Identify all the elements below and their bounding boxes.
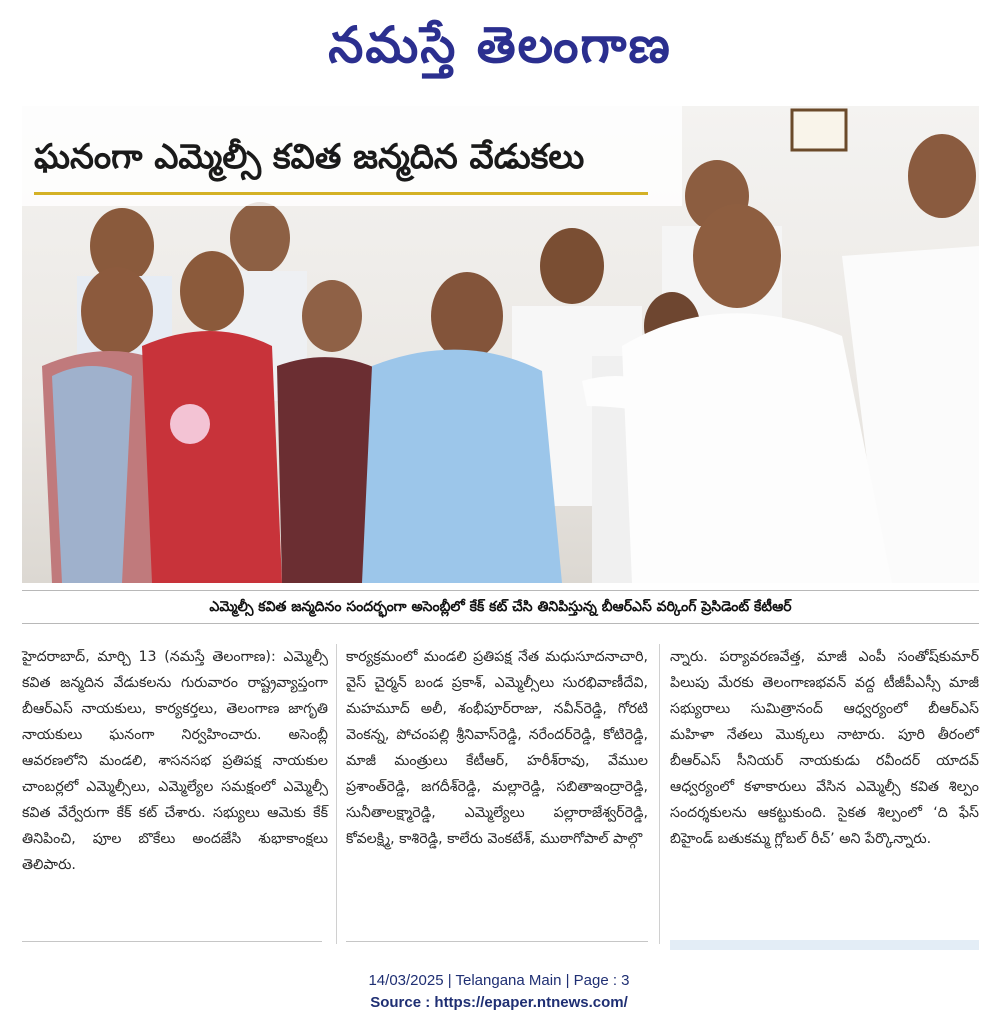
bottom-rule [346,941,648,942]
footer-source: Source : https://epaper.ntnews.com/ [370,994,628,1011]
photo-caption: ఎమ్మెల్సీ కవిత జన్మదినం సందర్భంగా అసెంబ్లీలో కేక్ కట్ చేసి తినిపిస్తున్న బీఆర్ఎస్ వర్కింగ్ ప్రెసిడెంట్ కేటీఆర్ [22,590,979,624]
column-text: కార్యక్రమంలో మండలి ప్రతిపక్ష నేత మధుసూదనాచారి, వైస్ చైర్మన్ బండ ప్రకాశ్, ఎమ్మెల్సీలు సురభివాణీదేవి, మహమూద్ అలీ, శంభీపూర్‌రాజు, నవీన్‌రెడ్డి, గోరటి వెంకన్న, పోచంపల్లి శ్రీనివాస్‌రెడ్డి, నరేందర్‌రెడ్డి, కోటిరెడ్డి, మాజీ మంత్రులు కేటీఆర్, హరీశ్‌రావు, వేముల ప్రశాంత్‌రెడ్డి, జగదీశ్‌రెడ్డి, మల్లారెడ్డి, సబితాఇంద్రారెడ్డి, సునీతాలక్ష్మారెడ్డి, ఎమ్మెల్యేలు పల్లారాజేశ్వర్‌రెడ్డి, కోవలక్ష్మి, కాశిరెడ్డి, కాలేరు వెంకటేశ్, ముఠాగోపాల్ పాల్గొ [346,649,648,847]
column-divider [659,644,660,944]
bottom-rule [22,941,322,942]
masthead [0,0,998,96]
article-column-2 [346,644,648,924]
article-column-3 [670,644,979,924]
column-text: న్నారు. పర్యావరణవేత్త, మాజీ ఎంపీ సంతోష్‌కుమార్ పిలుపు మేరకు తెలంగాణభవన్ వద్ద టీజీపీఎస్సీ మాజీ సభ్యురాలు సుమిత్రానంద్ ఆధ్వర్యంలో బీఆర్ఎస్ మహిళా నేతలు మొక్కలు నాటారు. పూరి తీరంలో బీఆర్ఎస్ సీనియర్ నాయకుడు రవీందర్ యాదవ్ ఆధ్వర్యంలో కళాకారులు వేసిన ఎమ్మెల్సీ కవిత శిల్పం సందర్శకులను ఆకట్టుకుంది. సైకత శిల్పంలో ‘ది ఫేస్ బిహైండ్ బతుకమ్మ గ్లోబల్ రీచ్’ అని పేర్కొన్నారు. [670,649,979,847]
footer [0,970,998,1014]
newspaper-title: నమస్తే తెలంగాణ [328,15,672,74]
column-text: హైదరాబాద్, మార్చి 13 (నమస్తే తెలంగాణ): ఎమ్మెల్సీ కవిత జన్మదిన వేడుకలను గురువారం రాష్ట్రవ్యాప్తంగా బీఆర్ఎస్ నాయకులు, కార్యకర్తలు, తెలంగాణ జాగృతి నాయకులు ఘనంగా నిర్వహించారు. అసెంబ్లీ ఆవరణలోని మండలి, శాసనసభ ప్రతిపక్ష నాయకుల చాంబర్లలో ఎమ్మెల్సీలు, ఎమ్మెల్యేల సమక్షంలో ఎమ్మెల్సీ కవిత వేర్వేరుగా కేక్ కట్ చేశారు. సభ్యులు ఆమెకు కేక్ తినిపించి, పూల బొకేలు అందజేసి శుభాకాంక్షలు తెలిపారు. [22,649,328,873]
column-divider [336,644,337,944]
bottom-bar [670,940,979,950]
article-photo [22,106,979,583]
footer-date-edition: 14/03/2025 | Telangana Main | Page : 3 [368,972,630,989]
article-column-1 [22,644,328,924]
headline-underline [34,192,648,195]
headline: ఘనంగా ఎమ్మెల్సీ కవిత జన్మదిన వేడుకలు [34,137,585,177]
